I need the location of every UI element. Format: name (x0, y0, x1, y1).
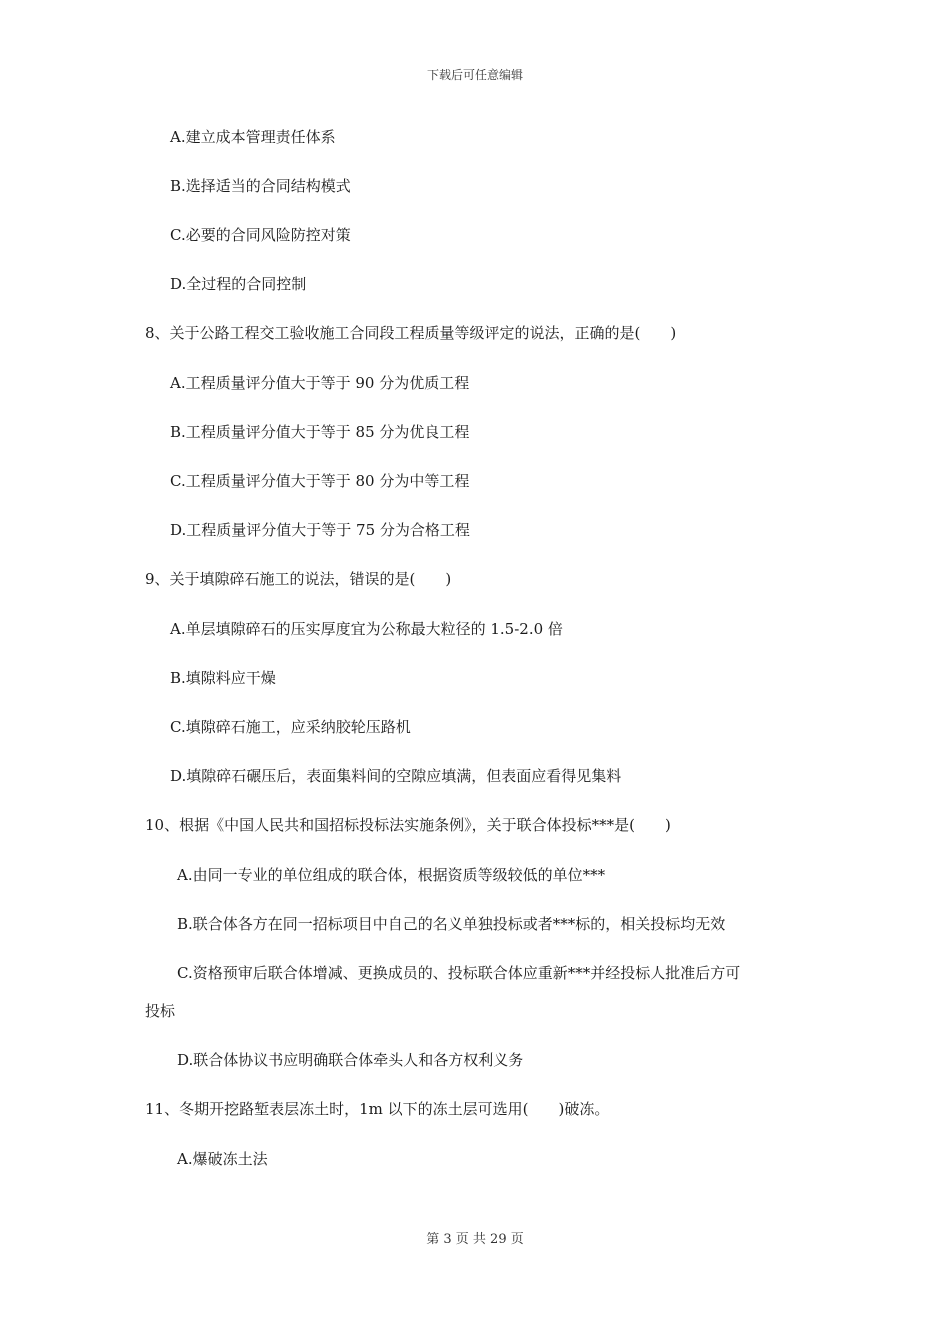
q8-option-a: A.工程质量评分值大于等于 90 分为优质工程 (170, 374, 470, 392)
q8-option-d: D.工程质量评分值大于等于 75 分为合格工程 (170, 521, 470, 539)
q7-option-c: C.必要的合同风险防控对策 (170, 226, 351, 244)
q9-option-d: D.填隙碎石碾压后，表面集料间的空隙应填满，但表面应看得见集料 (170, 767, 622, 785)
q9-option-a: A.单层填隙碎石的压实厚度宜为公称最大粒径的 1.5-2.0 倍 (170, 620, 563, 638)
q10-option-a: A.由同一专业的单位组成的联合体，根据资质等级较低的单位*** (177, 866, 606, 884)
q7-option-b: B.选择适当的合同结构模式 (170, 177, 351, 195)
q11-question: 11、冬期开挖路堑表层冻土时，1m 以下的冻土层可选用( )破冻。 (145, 1100, 610, 1118)
q7-option-d: D.全过程的合同控制 (170, 275, 307, 293)
q10-option-b: B.联合体各方在同一招标项目中自己的名义单独投标或者***标的，相关投标均无效 (177, 915, 726, 933)
q10-option-c-line2: 投标 (145, 1002, 176, 1020)
q9-option-c: C.填隙碎石施工，应采纳胶轮压路机 (170, 718, 411, 736)
q7-option-a: A.建立成本管理责任体系 (170, 128, 336, 146)
q10-option-d: D.联合体协议书应明确联合体牵头人和各方权利义务 (177, 1051, 524, 1069)
q10-question: 10、根据《中国人民共和国招标投标法实施条例》，关于联合体投标***是( ) (145, 816, 671, 834)
q10-option-c-line1: C.资格预审后联合体增减、更换成员的、投标联合体应重新***并经投标人批准后方可 (177, 964, 741, 982)
q8-option-c: C.工程质量评分值大于等于 80 分为中等工程 (170, 472, 470, 490)
page-header: 下载后可任意编辑 (426, 68, 523, 82)
q8-option-b: B.工程质量评分值大于等于 85 分为优良工程 (170, 423, 470, 441)
q9-option-b: B.填隙料应干燥 (170, 669, 276, 687)
q8-question: 8、关于公路工程交工验收施工合同段工程质量等级评定的说法，正确的是( ) (145, 324, 677, 342)
q11-option-a: A.爆破冻土法 (177, 1150, 268, 1168)
q9-question: 9、关于填隙碎石施工的说法，错误的是( ) (145, 570, 452, 588)
page-footer: 第 3 页 共 29 页 (426, 1232, 524, 1247)
